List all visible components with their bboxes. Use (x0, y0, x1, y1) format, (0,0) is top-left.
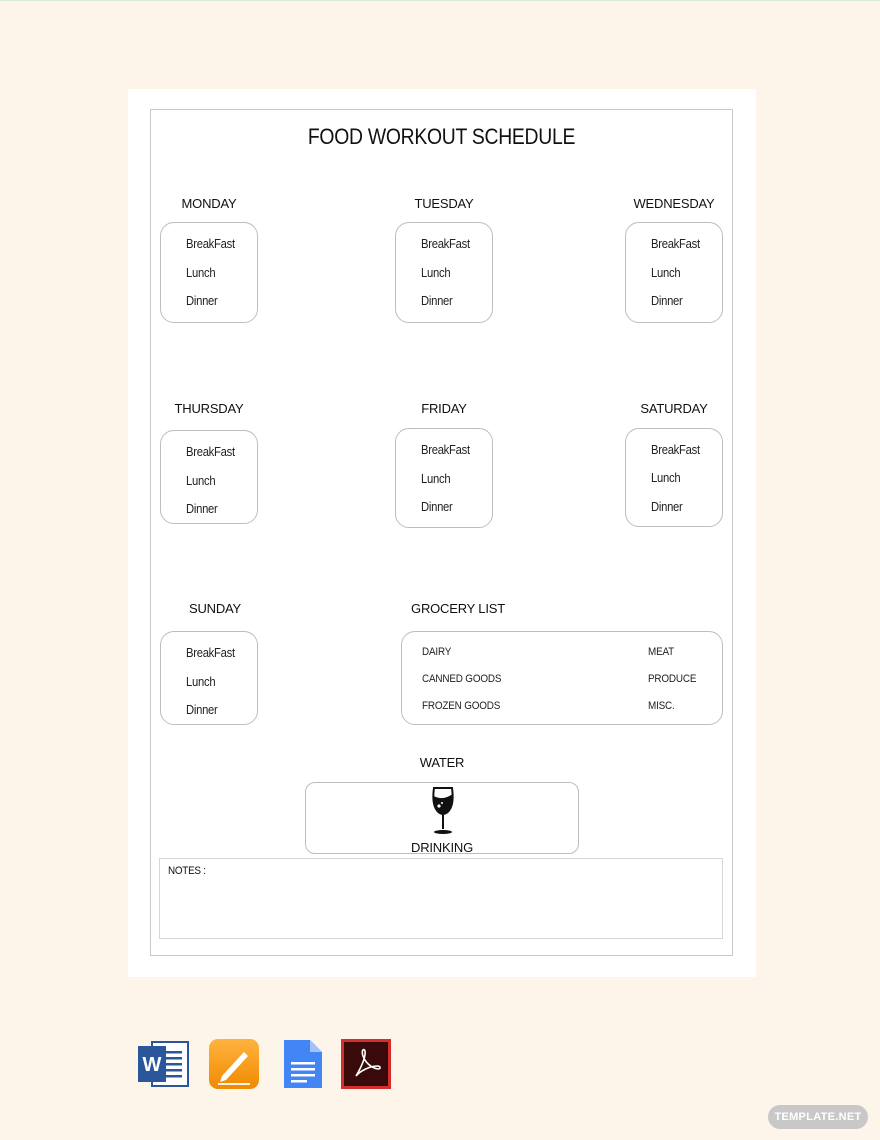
meal-dinner: Dinner (651, 500, 683, 514)
grocery-item: CANNED GOODS (422, 673, 502, 685)
meal-breakfast: BreakFast (186, 237, 235, 251)
meal-breakfast: BreakFast (186, 646, 235, 660)
day-label-sunday: SUNDAY (188, 601, 241, 616)
day-label-monday: MONDAY (181, 196, 237, 211)
grocery-item: DAIRY (422, 646, 452, 658)
meal-breakfast: BreakFast (421, 443, 470, 457)
meal-box-friday (395, 428, 493, 528)
grocery-list-box (401, 631, 723, 725)
meal-lunch: Lunch (186, 266, 216, 280)
notes-box[interactable] (159, 858, 723, 939)
meal-box-thursday (160, 430, 258, 524)
svg-text:W: W (142, 1054, 162, 1076)
meal-dinner: Dinner (186, 294, 218, 308)
meal-breakfast: BreakFast (651, 443, 700, 457)
google-docs-icon[interactable] (278, 1038, 330, 1090)
meal-dinner: Dinner (186, 502, 218, 516)
meal-box-wednesday (625, 222, 723, 323)
meal-dinner: Dinner (186, 703, 218, 717)
grocery-item: PRODUCE (648, 673, 697, 685)
meal-lunch: Lunch (651, 266, 681, 280)
notes-label: NOTES : (168, 865, 206, 877)
meal-lunch: Lunch (186, 474, 216, 488)
meal-box-saturday (625, 428, 723, 527)
meal-lunch: Lunch (186, 675, 216, 689)
meal-breakfast: BreakFast (421, 237, 470, 251)
word-icon[interactable] (138, 1038, 190, 1090)
day-label-saturday: SATURDAY (640, 401, 708, 416)
day-label-friday: FRIDAY (421, 401, 467, 416)
acrobat-pdf-icon[interactable] (340, 1038, 392, 1090)
meal-box-tuesday (395, 222, 493, 323)
day-label-wednesday: WEDNESDAY (633, 196, 715, 211)
meal-dinner: Dinner (421, 294, 453, 308)
meal-lunch: Lunch (421, 266, 451, 280)
meal-dinner: Dinner (651, 294, 683, 308)
wine-glass-icon (429, 786, 457, 836)
water-caption: DRINKING (411, 840, 473, 855)
meal-lunch: Lunch (421, 472, 451, 486)
grocery-item: MISC. (648, 700, 675, 712)
meal-dinner: Dinner (421, 500, 453, 514)
grocery-list-label: GROCERY LIST (411, 601, 505, 616)
grocery-item: MEAT (648, 646, 675, 658)
meal-box-monday (160, 222, 258, 323)
water-box (305, 782, 579, 854)
pages-icon[interactable] (208, 1038, 260, 1090)
meal-breakfast: BreakFast (651, 237, 700, 251)
watermark-badge: TEMPLATE.NET (768, 1105, 868, 1129)
meal-box-sunday (160, 631, 258, 725)
meal-breakfast: BreakFast (186, 445, 235, 459)
water-label: WATER (419, 755, 465, 770)
top-divider (0, 0, 880, 1)
day-label-tuesday: TUESDAY (414, 196, 474, 211)
meal-lunch: Lunch (651, 471, 681, 485)
day-label-thursday: THURSDAY (174, 401, 244, 416)
grocery-item: FROZEN GOODS (422, 700, 501, 712)
page-title: FOOD WORKOUT SCHEDULE (307, 124, 576, 149)
